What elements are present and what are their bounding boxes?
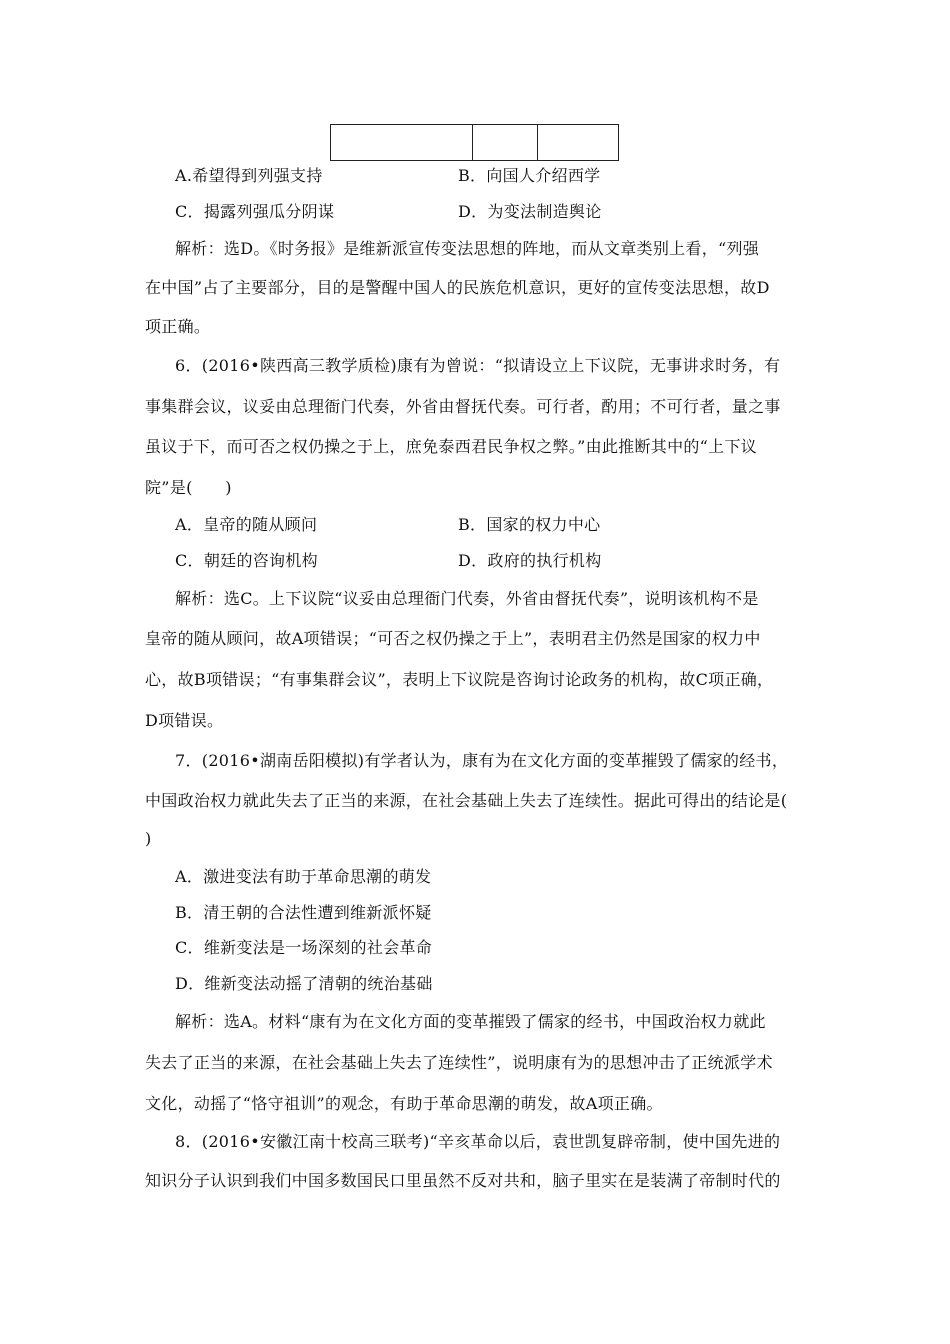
q6-analysis-line: 解析：选C。上下议院“议妥由总理衙门代奏，外省由督抚代奏”，说明该机构不是 bbox=[175, 589, 759, 608]
q6-analysis-line: D项错误。 bbox=[145, 711, 224, 730]
q7-stem-line: 中国政治权力就此失去了正当的来源，在社会基础上失去了连续性。据此可得出的结论是( bbox=[145, 791, 788, 810]
q7-option-d: D．维新变法动摇了清朝的统治基础 bbox=[175, 974, 433, 993]
q6-analysis-line: 皇帝的随从顾问，故A项错误；“可否之权仍操之于上”，表明君主仍然是国家的权力中 bbox=[145, 629, 761, 648]
q7-option-c: C．维新变法是一场深刻的社会革命 bbox=[175, 938, 433, 957]
q7-analysis-line: 文化，动摇了“恪守祖训”的观念，有助于革命思潮的萌发，故A项正确。 bbox=[145, 1094, 663, 1113]
q6-option-b: B．国家的权力中心 bbox=[458, 515, 601, 534]
q6-option-c: C．朝廷的咨询机构 bbox=[175, 551, 318, 570]
table-cell bbox=[331, 125, 473, 160]
q6-option-a: A．皇帝的随从顾问 bbox=[175, 515, 318, 534]
q5-option-d: D．为变法制造舆论 bbox=[458, 202, 602, 221]
q7-option-a: A．激进变法有助于革命思潮的萌发 bbox=[175, 867, 432, 886]
q5-option-a: A.希望得到列强支持 bbox=[175, 166, 323, 185]
q5-analysis-line: 解析：选D。《时务报》是维新派宣传变法思想的阵地，而从文章类别上看，“列强 bbox=[175, 239, 760, 258]
q6-option-d: D．政府的执行机构 bbox=[458, 551, 602, 570]
q6-stem-line: 事集群会议，议妥由总理衙门代奏，外省由督抚代奏。可行者，酌用；不可行者，量之事 bbox=[145, 397, 781, 416]
q7-analysis-line: 失去了正当的来源，在社会基础上失去了连续性”，说明康有为的思想冲击了正统派学术 bbox=[145, 1053, 773, 1072]
q7-option-b: B．清王朝的合法性遭到维新派怀疑 bbox=[175, 903, 432, 922]
q6-stem-line: 院”是( ) bbox=[145, 478, 232, 497]
table-fragment bbox=[330, 124, 619, 161]
table-cell bbox=[538, 125, 618, 160]
q6-analysis-line: 心，故B项错误；“有事集群会议”，表明上下议院是咨询讨论政务的机构，故C项正确， bbox=[145, 670, 774, 689]
q5-option-c: C．揭露列强瓜分阴谋 bbox=[175, 202, 335, 221]
q7-stem-line: 7．(2016•湖南岳阳模拟)有学者认为，康有为在文化方面的变革摧毁了儒家的经书， bbox=[175, 751, 789, 770]
q8-stem-line: 8．(2016•安徽江南十校高三联考)“辛亥革命以后，袁世凯复辟帝制，使中国先进的 bbox=[175, 1132, 781, 1151]
q8-stem-line: 知识分子认识到我们中国多数国民口里虽然不反对共和，脑子里实在是装满了帝制时代的 bbox=[145, 1171, 781, 1190]
q6-stem-line: 虽议于下，而可否之权仍操之于上，庶免泰西君民争权之弊。”由此推断其中的“上下议 bbox=[145, 437, 758, 456]
q5-analysis-line: 在中国”占了主要部分，目的是警醒中国人的民族危机意识，更好的宣传变法思想，故D bbox=[145, 278, 770, 297]
q7-analysis-line: 解析：选A。材料“康有为在文化方面的变革摧毁了儒家的经书，中国政治权力就此 bbox=[175, 1012, 766, 1031]
q5-option-b: B．向国人介绍西学 bbox=[458, 166, 601, 185]
q7-stem-line: ) bbox=[145, 829, 152, 848]
q5-analysis-line: 项正确。 bbox=[145, 317, 211, 336]
q6-stem-line: 6．(2016•陕西高三教学质检)康有为曾说：“拟请设立上下议院，无事讲求时务，有 bbox=[175, 356, 781, 375]
table-cell bbox=[473, 125, 538, 160]
